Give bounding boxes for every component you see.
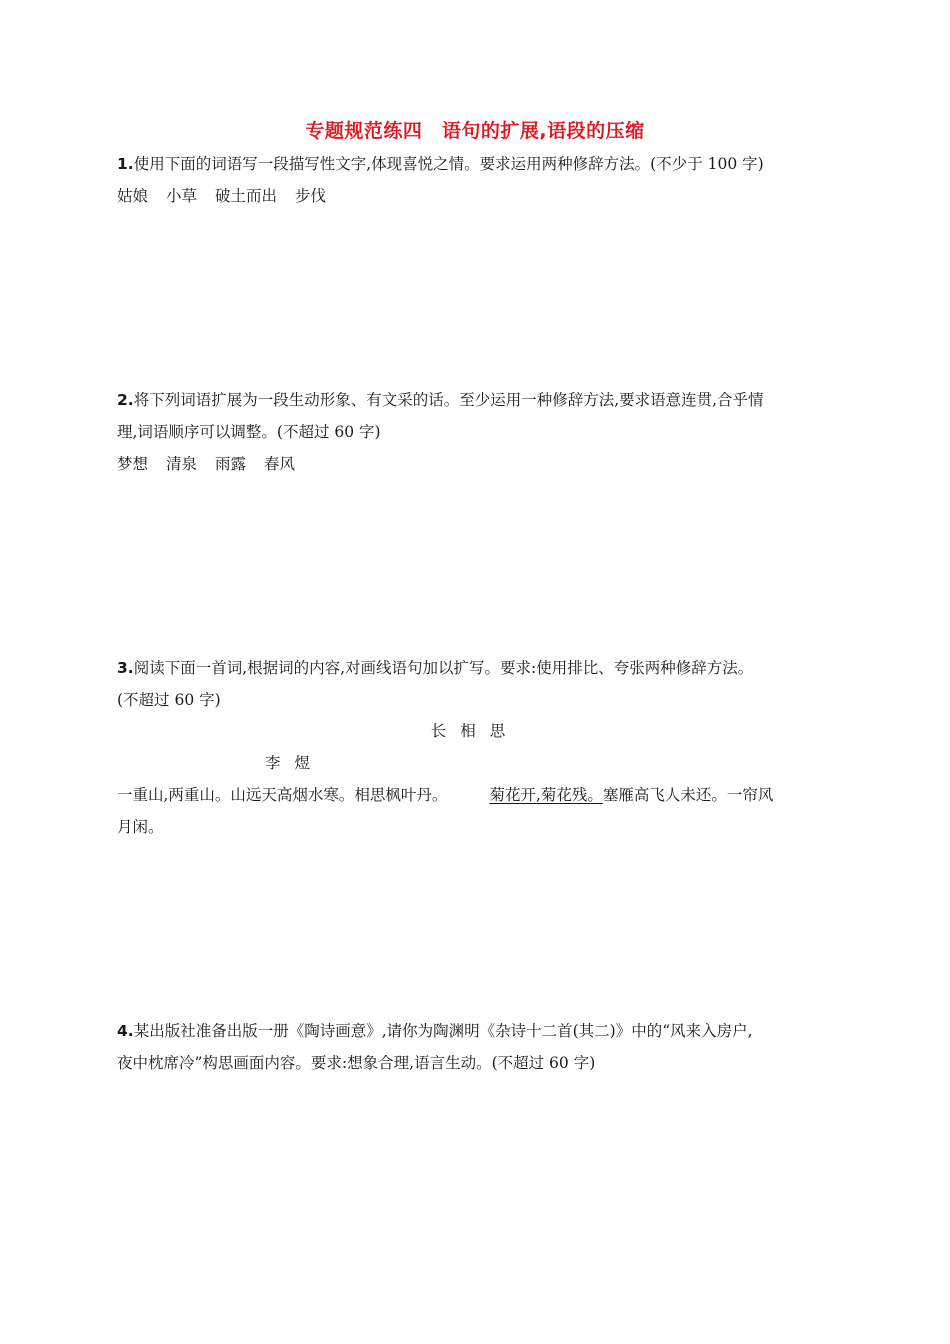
word-item: 小草 (166, 187, 198, 205)
page-title: 专题规范练四 语句的扩展,语段的压缩 (305, 120, 645, 142)
poem-text-part1: 一重山,两重山。山远天高烟水寒。相思枫叶丹。 (117, 786, 448, 804)
question-2-number: 2. (117, 391, 134, 409)
question-3-text-line1: 阅读下面一首词,根据词的内容,对画线语句加以扩写。要求:使用排比、夸张两种修辞方法。 (133, 659, 754, 677)
poem-author: 李煜 (265, 754, 325, 772)
poem-title: 长相思 (430, 722, 520, 740)
question-1-number: 1. (117, 155, 134, 173)
word-item: 姑娘 (117, 187, 149, 205)
word-item: 雨露 (215, 455, 247, 473)
question-3-text-line2: (不超过 60 字) (117, 691, 221, 709)
word-item: 步伐 (295, 187, 327, 205)
poem-line-1 (117, 785, 827, 805)
word-item: 破土而出 (215, 187, 278, 205)
question-4-number: 4. (117, 1022, 134, 1040)
poem-text-part2: 塞雁高飞人未还。一帘风 (602, 786, 774, 804)
poem-line-2: 月闲。 (117, 818, 164, 836)
question-2-words (117, 454, 827, 474)
question-1-words (117, 186, 827, 206)
question-2 (117, 390, 827, 410)
question-1-text: 使用下面的词语写一段描写性文字,体现喜悦之情。要求运用两种修辞方法。(不少于 100 字) (133, 155, 764, 173)
question-4-text-line2: 夜中枕席冷”构思画面内容。要求:想象合理,语言生动。(不超过 60 字) (117, 1054, 596, 1072)
question-1 (117, 154, 827, 174)
question-2-text-line2: 理,词语顺序可以调整。(不超过 60 字) (117, 423, 381, 441)
question-4-text-line1: 某出版社准备出版一册《陶诗画意》,请你为陶渊明《杂诗十二首(其二)》中的“风来入房户, (133, 1022, 753, 1040)
question-3-number: 3. (117, 659, 134, 677)
word-item: 清泉 (166, 455, 198, 473)
word-item: 梦想 (117, 455, 149, 473)
question-4 (117, 1021, 827, 1041)
word-item: 春风 (264, 455, 296, 473)
poem-underlined-text: 菊花开,菊花残。 (489, 786, 603, 804)
question-3 (117, 658, 827, 678)
question-2-text-line1: 将下列词语扩展为一段生动形象、有文采的话。至少运用一种修辞方法,要求语意连贯,合乎情 (133, 391, 764, 409)
